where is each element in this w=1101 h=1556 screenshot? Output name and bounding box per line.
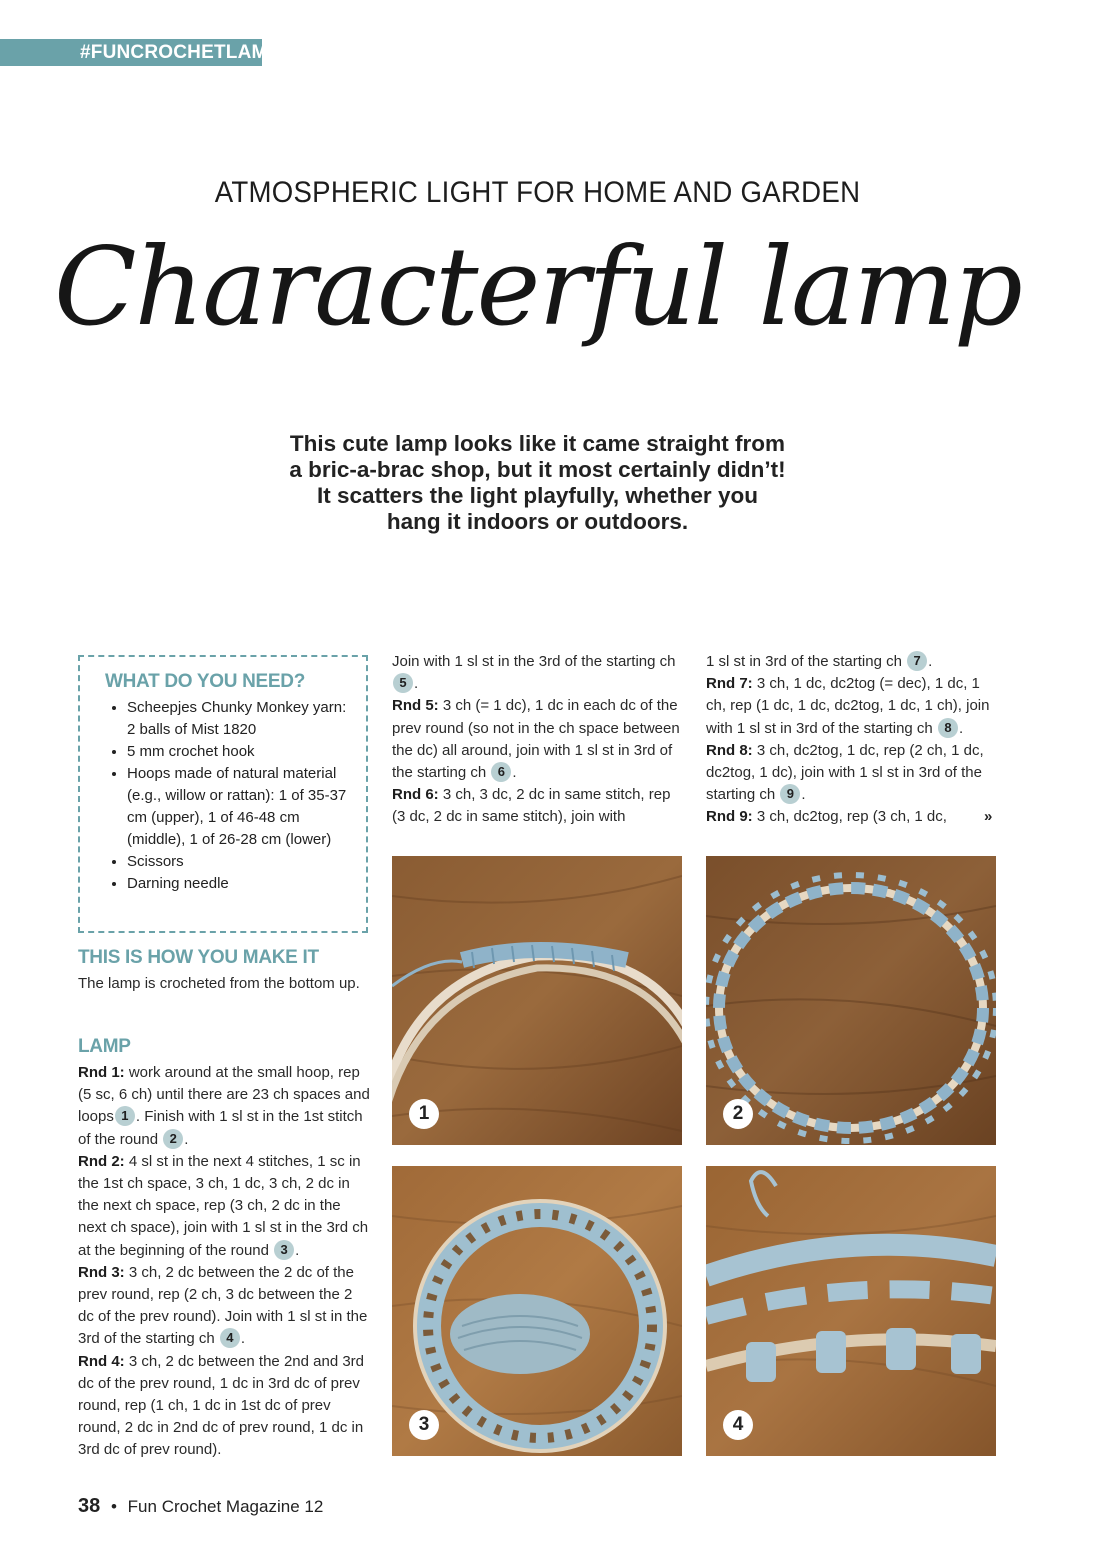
step-badge: 7 <box>907 651 927 671</box>
round-text: . <box>295 1241 300 1259</box>
materials-heading: WHAT DO YOU NEED? <box>105 671 306 692</box>
materials-item: • Scissors <box>127 851 356 873</box>
photo-illustration <box>706 856 996 1145</box>
lamp-heading: LAMP <box>78 1036 131 1057</box>
round-text: 3 ch, 3 dc, 2 dc in same stitch, rep (3 dc, 2 dc in same stitch), join with <box>392 786 671 826</box>
footer-bullet: • <box>110 1497 117 1516</box>
photo-number-badge: 3 <box>409 1410 439 1440</box>
round-text: Join with 1 sl st in the 3rd of the starting ch <box>392 653 676 670</box>
round-label: Rnd 8: <box>706 741 753 759</box>
round-text: 3 ch, 2 dc between the 2nd and 3rd dc of the prev round, 1 dc in 3rd dc of prev round, rep (1 ch, 1 dc in 1st dc of prev round, 2 dc in 2nd dc of prev round, 1 dc in 3rd dc of prev round). <box>78 1352 365 1459</box>
photo-number-badge: 2 <box>723 1099 753 1129</box>
photo-illustration <box>706 1166 996 1456</box>
howto-text: The lamp is crocheted from the bottom up. <box>78 975 360 992</box>
materials-item: • Scheepjes Chunky Monkey yarn: 2 balls of Mist 1820 <box>127 697 356 741</box>
round-text: . <box>414 675 419 693</box>
round-label: Rnd 2: <box>78 1152 125 1170</box>
round-text: 1 sl st in 3rd of the starting ch <box>706 653 907 670</box>
round-text: . <box>184 1130 189 1148</box>
step-badge: 4 <box>220 1328 240 1348</box>
howto-heading: THIS IS HOW YOU MAKE IT <box>78 947 319 968</box>
step-photo-4 <box>706 1166 996 1456</box>
round-label: Rnd 7: <box>706 675 753 693</box>
materials-item: • Hoops made of natural material (e.g., willow or rattan): 1 of 35-37 cm (upper), 1 of 46-48 cm (middle), 1 of 26-28 cm (lower) <box>127 763 356 851</box>
materials-list <box>105 697 356 895</box>
photo-number-badge: 4 <box>723 1410 753 1440</box>
round-text: . <box>801 786 806 804</box>
step-badge: 1 <box>115 1106 135 1126</box>
round-text: . <box>512 764 517 782</box>
round-text: 3 ch (= 1 dc), 1 dc in each dc of the prev round (so not in the ch space between the dc) all around, join with 1 sl st in 3rd of the starting ch <box>392 697 680 782</box>
step-photo-1 <box>392 856 682 1145</box>
photo-illustration <box>392 1166 682 1456</box>
step-badge: 5 <box>393 673 413 693</box>
round-text: . Finish with 1 sl st in the 1st stitch of the round <box>78 1108 363 1148</box>
hashtag-banner: #FUNCROCHETLAMP <box>0 39 262 66</box>
round-label: Rnd 4: <box>78 1352 125 1370</box>
step-badge: 2 <box>163 1129 183 1149</box>
materials-item: • 5 mm crochet hook <box>127 741 356 763</box>
intro-line: This cute lamp looks like it came straight from <box>289 431 786 456</box>
intro-line: hang it indoors or outdoors. <box>386 509 689 534</box>
round-text: 4 sl st in the next 4 stitches, 1 sc in the 1st ch space, 3 ch, 1 dc, 3 ch, 2 dc in the next ch space, rep (3 ch, 2 dc in the next ch space), join with 1 sl st in the 3rd ch at the beginning of the round <box>78 1152 369 1259</box>
round-label: Rnd 5: <box>392 697 439 715</box>
round-text: 3 ch, 2 dc between the 2 dc of the prev round, rep (2 ch, 3 dc between the 2 dc of the prev round). Join with 1 sl st in the 3rd of the starting ch <box>78 1263 368 1348</box>
step-badge: 6 <box>491 762 511 782</box>
continued-arrow: » <box>984 808 993 825</box>
step-badge: 3 <box>274 1240 294 1260</box>
step-photo-3 <box>392 1166 682 1456</box>
instructions-col-1 <box>78 1062 370 1462</box>
round-text: . <box>928 653 933 670</box>
article-title: Characterful lamp <box>54 225 1021 350</box>
round-label: Rnd 6: <box>392 786 439 804</box>
round-label: Rnd 1: <box>78 1064 125 1081</box>
instructions-col-3 <box>706 651 1001 829</box>
photo-number-badge: 1 <box>409 1099 439 1129</box>
instructions-col-2 <box>392 651 682 829</box>
round-text: . <box>958 719 964 737</box>
magazine-name: Fun Crochet Magazine 12 <box>127 1497 324 1516</box>
round-text: work around at the small hoop, rep (5 sc, 6 ch) until there are 23 ch spaces and loops <box>78 1064 370 1126</box>
round-label: Rnd 3: <box>78 1263 125 1281</box>
step-badge: 9 <box>780 784 800 804</box>
intro-line: It scatters the light playfully, whether you <box>317 483 758 508</box>
round-text: 3 ch, dc2tog, rep (3 ch, 1 dc, <box>752 808 947 826</box>
photo-illustration <box>392 856 682 1145</box>
round-text: 3 ch, 1 dc, dc2tog (= dec), 1 dc, 1 ch, rep (1 dc, 1 dc, dc2tog, 1 dc, 1 ch), join with 1 sl st in 3rd of the starting ch <box>706 675 990 737</box>
materials-item: • Darning needle <box>127 873 356 895</box>
intro-line: a bric-a-brac shop, but it most certainly didn’t! <box>289 457 786 482</box>
article-intro <box>250 431 825 535</box>
article-kicker: ATMOSPHERIC LIGHT FOR HOME AND GARDEN <box>214 176 861 209</box>
page-number: 38 <box>78 1495 101 1517</box>
step-badge: 8 <box>938 718 958 738</box>
materials-box <box>78 655 368 933</box>
round-label: Rnd 9: <box>706 808 753 826</box>
round-text: 3 ch, dc2tog, 1 dc, rep (2 ch, 1 dc, dc2tog, 1 dc), join with 1 sl st in 3rd of the starting ch <box>706 741 984 804</box>
round-text: . <box>240 1330 246 1348</box>
step-photo-2 <box>706 856 996 1145</box>
page-footer <box>78 1495 323 1518</box>
